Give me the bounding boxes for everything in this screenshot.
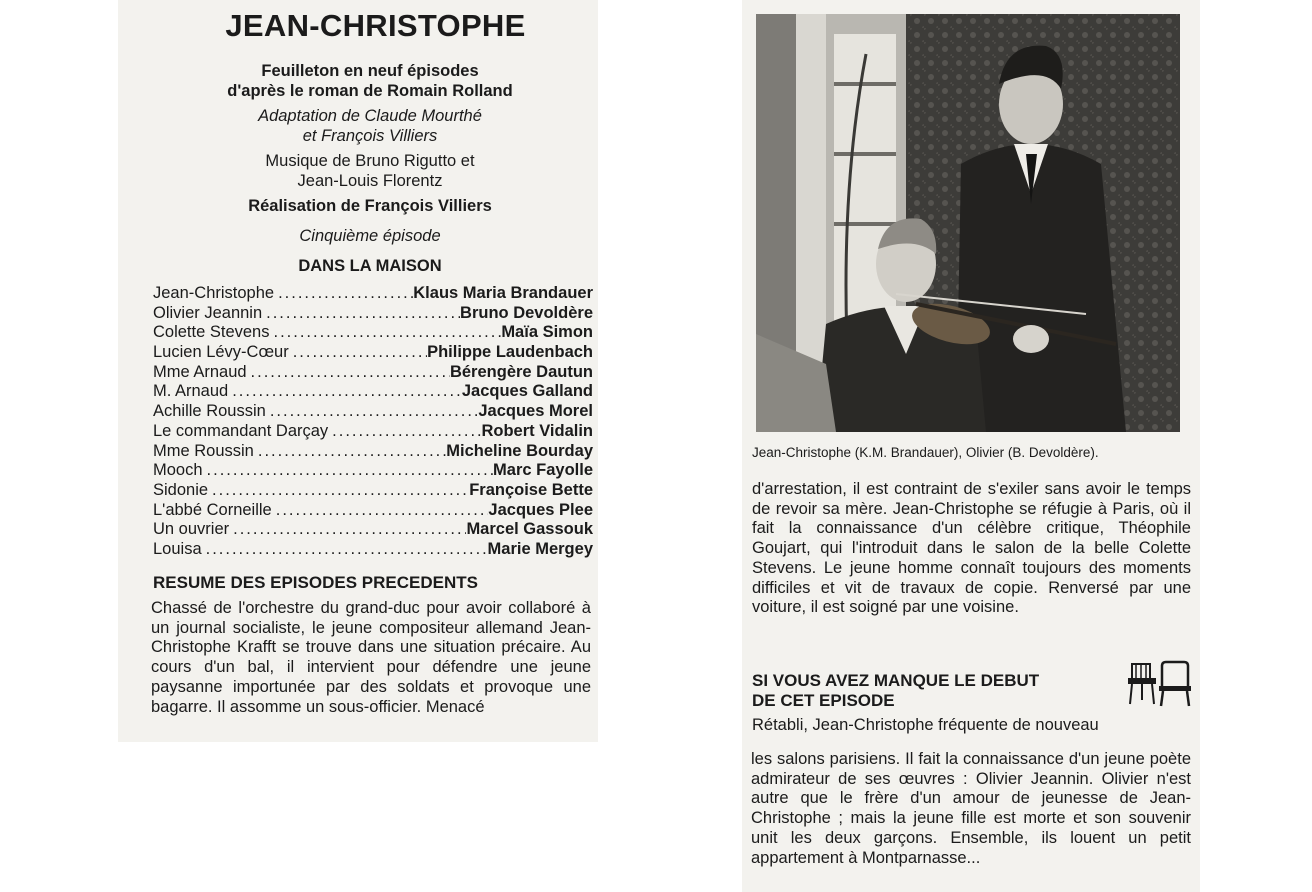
cast-role: Lucien Lévy-Cœur: [153, 343, 289, 362]
cast-role: Olivier Jeannin: [153, 303, 263, 322]
cast-row: [153, 363, 593, 383]
cast-actor: Marcel Gassouk: [466, 520, 593, 539]
cast-role: Un ouvrier: [153, 520, 230, 539]
cast-actor: Bérengère Dautun: [449, 362, 593, 381]
leader-dots: [274, 284, 413, 304]
cast-role: Jean-Christophe: [153, 284, 275, 302]
cast-row: [153, 461, 593, 481]
cast-role: Louisa: [153, 539, 202, 558]
leader-dots: [262, 304, 460, 324]
cast-actor: Jacques Morel: [478, 402, 593, 421]
leader-dots: [208, 481, 469, 501]
cast-row: [153, 343, 593, 363]
cast-row: [153, 520, 593, 540]
leader-dots: [247, 363, 450, 383]
summary-text-right: d'arrestation, il est contraint de s'exiler sans avoir le temps de revoir sa mère. Jean-Christophe se réfugie à Paris, où il fait la connaissance d'un célèbre critique, Théophile Goujart, qui l'introduit dans le salon de la belle Colette Stevens. Le jeune homme connaît toujours des moments difficiles et vit de travaux de copie. Renversé par une voiture, il est soigné par une voisine.: [752, 480, 1191, 617]
cast-row: [153, 540, 593, 560]
cast-actor: Maïa Simon: [501, 323, 593, 342]
cast-actor: Françoise Bette: [469, 480, 593, 499]
credit-series-line: Feuilleton en neuf épisodes: [261, 62, 479, 80]
cast-actor: Philippe Laudenbach: [427, 343, 593, 362]
cast-actor: Marc Fayolle: [493, 461, 593, 480]
leader-dots: [328, 422, 481, 442]
leader-dots: [289, 343, 427, 363]
armchair-chair-icon: [1126, 660, 1192, 708]
cast-role: Mme Arnaud: [153, 362, 247, 381]
page-title: JEAN-CHRISTOPHE: [225, 8, 526, 43]
cast-actor: Klaus Maria Brandauer: [413, 284, 593, 302]
cast-row: [153, 501, 593, 521]
credit-music-line2: Jean-Louis Florentz: [297, 172, 443, 190]
cast-row: [153, 304, 593, 324]
cast-list: [153, 284, 593, 560]
leader-dots: [272, 501, 489, 521]
credit-novel-line: d'après le roman de Romain Rolland: [227, 82, 513, 100]
cast-row: [153, 284, 593, 304]
summary-heading: RESUME DES EPISODES PRECEDENTS: [153, 573, 478, 592]
cast-actor: Jacques Galland: [461, 382, 593, 401]
episode-number: Cinquième épisode: [299, 227, 441, 245]
photo-caption: Jean-Christophe (K.M. Brandauer), Olivier (B. Devoldère).: [752, 445, 1099, 460]
cast-actor: Marie Mergey: [487, 539, 593, 558]
credit-adaptation-line1: Adaptation de Claude Mourthé: [258, 107, 482, 125]
cast-row: [153, 382, 593, 402]
credit-adaptation-line2: et François Villiers: [302, 127, 438, 145]
leader-dots: [229, 520, 466, 540]
cast-role: Colette Stevens: [153, 323, 270, 342]
leader-dots: [202, 540, 488, 560]
cast-row: [153, 481, 593, 501]
missed-heading-line2: DE CET EPISODE: [752, 691, 895, 710]
cast-role: L'abbé Corneille: [153, 500, 272, 519]
cast-actor: Robert Vidalin: [481, 421, 593, 440]
cast-role: Achille Roussin: [153, 402, 266, 421]
photo-violinist-scene: [756, 14, 1180, 432]
episode-title: DANS LA MAISON: [298, 257, 442, 275]
missed-heading-line1: SI VOUS AVEZ MANQUE LE DEBUT: [752, 671, 1040, 690]
leader-dots: [266, 402, 479, 422]
photo-image: [756, 14, 1180, 432]
cast-actor: Micheline Bourday: [446, 441, 593, 460]
leader-dots: [228, 382, 462, 402]
credit-music-line1: Musique de Bruno Rigutto et: [265, 152, 475, 170]
cast-role: Mooch: [153, 461, 203, 480]
cast-row: [153, 442, 593, 462]
cast-role: M. Arnaud: [153, 382, 229, 401]
cast-row: [153, 422, 593, 442]
cast-actor: Bruno Devoldère: [460, 303, 593, 322]
cast-role: Sidonie: [153, 480, 209, 499]
cast-row: [153, 402, 593, 422]
leader-dots: [203, 461, 494, 481]
cast-row: [153, 323, 593, 343]
leader-dots: [254, 442, 446, 462]
cast-actor: Jacques Plee: [488, 500, 593, 519]
summary-text-left: Chassé de l'orchestre du grand-duc pour avoir collaboré à un journal socialiste, le jeune compositeur allemand Jean-Christophe Krafft se trouve dans une situation précaire. Au cours d'un bal, il intervient pour défendre une jeune paysanne importunée par des soldats et provoque une bagarre. Il assomme un sous-officier. Menacé: [151, 599, 591, 716]
cast-role: Mme Roussin: [153, 441, 254, 460]
missed-text-line1: Rétabli, Jean-Christophe fréquente de nouveau: [752, 716, 1099, 734]
cast-role: Le commandant Darçay: [153, 421, 329, 440]
leader-dots: [269, 323, 501, 343]
credit-direction: Réalisation de François Villiers: [248, 197, 492, 215]
missed-text-continued: les salons parisiens. Il fait la connaissance d'un jeune poète admirateur de ses œuvres : Olivier Jeannin. Olivier n'est autre que le frère d'un amour de jeunesse de Jean-Christophe ; mais la jeune fille est morte et son souvenir unit les deux garçons. Ensemble, ils louent un petit appartement à Montparnasse...: [751, 750, 1191, 867]
